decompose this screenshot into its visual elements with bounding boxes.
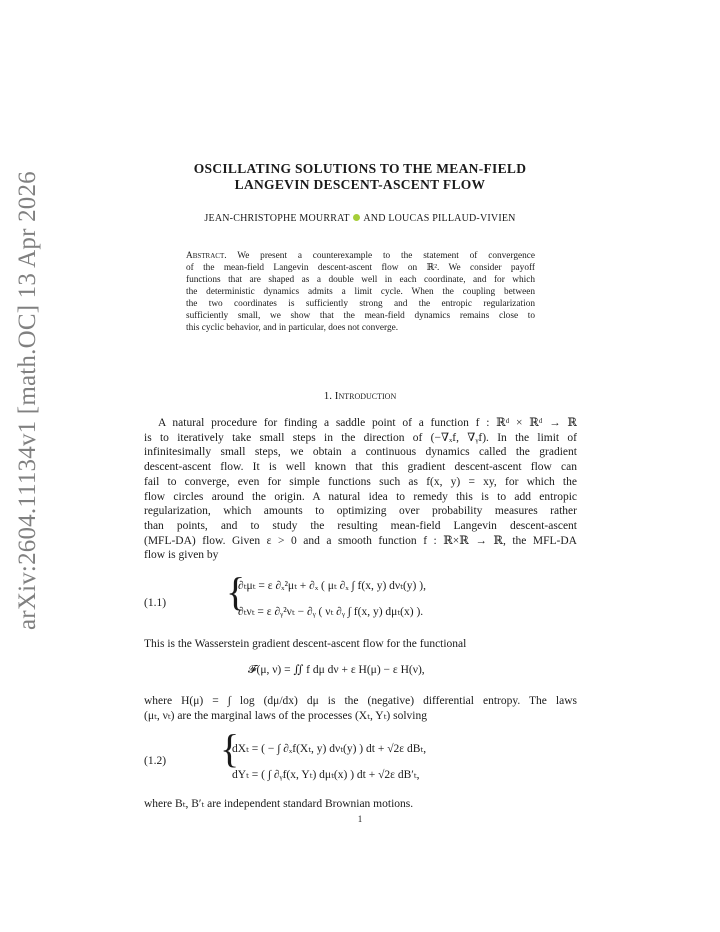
author-1: JEAN-CHRISTOPHE MOURRAT [204, 213, 350, 224]
equation-1-2-line-2: dYₜ = ( ∫ ∂ᵧf(x, Yₜ) dμₜ(x) ) dt + √2ε dB′ₜ, [232, 769, 420, 781]
functional-equation: 𝓕(μ, ν) = ∬ f dμ dν + ε H(μ) − ε H(ν), [248, 664, 425, 676]
paragraph-line: fail to converge, even for simple functions such as f(x, y) = xy, for which the [144, 475, 577, 488]
equation-1-2-line-1: dXₜ = ( − ∫ ∂ₓf(Xₜ, y) dνₜ(y) ) dt + √2ε dBₜ, [232, 743, 427, 755]
abstract-line: sufficiently small, we show that the mean-field dynamics remains close to [186, 311, 535, 321]
arxiv-identifier: arXiv:2604.11134v1 [math.OC] 13 Apr 2026 [14, 171, 41, 630]
abstract [186, 250, 535, 334]
title-line-1: OSCILLATING SOLUTIONS TO THE MEAN-FIELD [193, 161, 527, 176]
paragraph-line: This is the Wasserstein gradient descent-ascent flow for the functional [144, 638, 467, 650]
paragraph-line: flow circles around the origin. A natural idea to remedy this is to add entropic [144, 490, 577, 503]
paragraph-line: flow is given by [144, 549, 219, 562]
paragraph-line: (MFL-DA) flow. Given ε > 0 and a smooth function f : ℝ×ℝ → ℝ, the MFL-DA [144, 534, 577, 547]
paragraph-line: descent-ascent flow. It is well known that this gradient descent-ascent flow can [144, 461, 577, 474]
paragraph-line: (μₜ, νₜ) are the marginal laws of the processes (Xₜ, Yₜ) solving [144, 709, 427, 722]
paragraph-line: than points, and to study the resulting mean-field Langevin descent-ascent [144, 519, 577, 532]
abstract-line: We present a counterexample to the statement of convergence [237, 251, 536, 261]
abstract-line: the two coordinates is sufficiently strong and the entropic regularization [186, 299, 535, 309]
page-number: 1 [357, 814, 363, 824]
title-line-2: LANGEVIN DESCENT-ASCENT FLOW [234, 177, 486, 192]
orcid-icon[interactable] [353, 214, 360, 221]
equation-1-1-line-2: ∂ₜνₜ = ε ∂ᵧ²νₜ − ∂ᵧ ( νₜ ∂ᵧ ∫ f(x, y) dμₜ(x) ). [238, 606, 424, 618]
intro-paragraph [144, 416, 577, 563]
abstract-line: the deterministic dynamics admits a limit cycle. When the coupling between [186, 287, 535, 297]
paragraph-line: A natural procedure for finding a saddle point of a function f : ℝᵈ × ℝᵈ → ℝ [158, 417, 577, 429]
equation-1-1-line-1: ∂ₜμₜ = ε ∂ₓ²μₜ + ∂ₓ ( μₜ ∂ₓ ∫ f(x, y) dνₜ(y) ), [238, 580, 426, 592]
abstract-line: this cyclic behavior, and in particular, does not converge. [186, 323, 399, 333]
paragraph-line: regularization, which amounts to optimizing over probability measures rather [144, 505, 577, 518]
paragraph-line: where Bₜ, B′ₜ are independent standard Brownian motions. [144, 798, 414, 810]
text-line [144, 637, 577, 652]
left-brace: { [220, 726, 240, 771]
equation-number: (1.2) [144, 755, 167, 767]
paper-title [144, 161, 576, 193]
abstract-label: Abstract. [186, 251, 227, 261]
entropy-paragraph [144, 694, 577, 723]
paragraph-line: where H(μ) = ∫ log (dμ/dx) dμ is the (negative) differential entropy. The laws [144, 695, 577, 707]
abstract-line: functions that are shaped as a double well in each coordinate, and for which [186, 275, 535, 285]
authors [144, 213, 576, 224]
section-heading: 1. Introduction [323, 390, 397, 402]
final-text [144, 797, 577, 812]
author-2: AND LOUCAS PILLAUD-VIVIEN [361, 213, 516, 224]
equation-number: (1.1) [144, 597, 167, 609]
left-brace: { [226, 569, 246, 614]
paragraph-line: infinitesimally small steps, we obtain a continuous dynamics called the gradient [144, 446, 577, 459]
paragraph-line: is to iteratively take small steps in the direction of (−∇ₓf, ∇ᵧf). In the limit of [144, 431, 577, 444]
abstract-line: of the mean-field Langevin descent-ascent flow on ℝ². We consider payoff [186, 263, 535, 273]
